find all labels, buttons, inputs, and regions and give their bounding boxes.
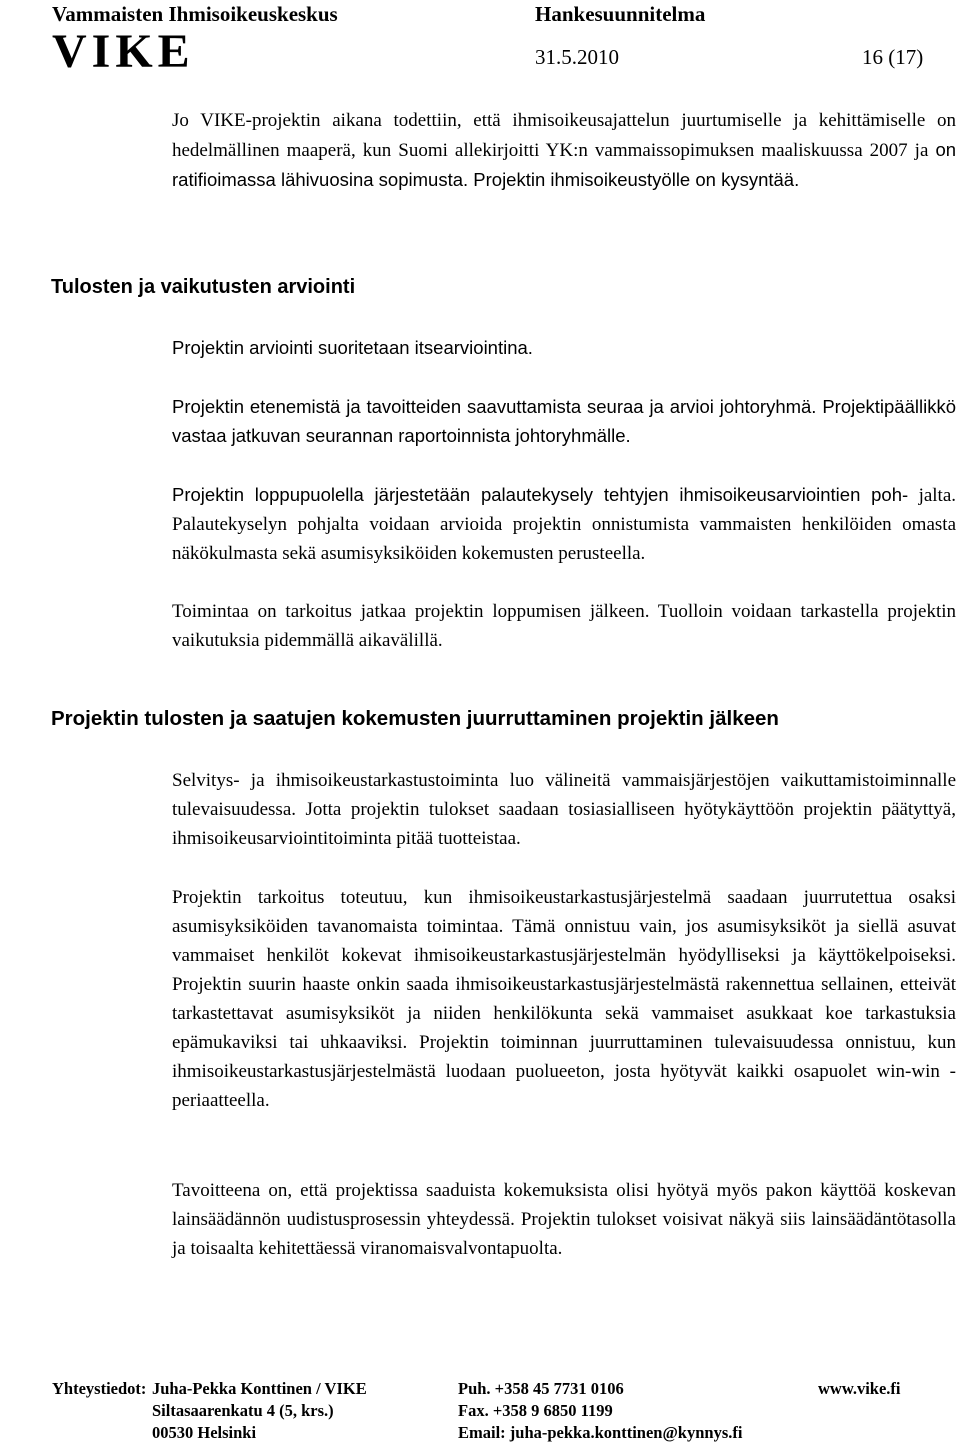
evaluation-paragraph-2: Projektin etenemistä ja tavoitteiden saavuttamista seuraa ja arvioi johtoryhmä. Projektipäällikkö vastaa jatkuvan seurannan raportoinnista johtoryhmälle. [172, 396, 956, 446]
rooting-paragraph-3: Tavoitteena on, että projektissa saaduista kokemuksista olisi hyötyä myös pakon käyttöä koskevan lainsäädännön uudistusprosessin yhteydessä. Projektin tulokset voisivat näkyä siis lainsäädäntötasolla ja toisaalta kehitettäessä viranomaisvalvontapuolta. [172, 1180, 956, 1259]
footer-contacts [458, 1378, 742, 1444]
organization-name: Vammaisten Ihmisoikeuskeskus [52, 2, 338, 26]
address-line-2: 00530 Helsinki [152, 1423, 257, 1442]
section-heading-rooting: Projektin tulosten ja saatujen kokemusten juurruttaminen projektin jälkeen [51, 707, 779, 730]
section-heading-evaluation: Tulosten ja vaikutusten arviointi [51, 276, 356, 298]
rooting-paragraph-1: Selvitys- ja ihmisoikeustarkastustoiminta luo välineitä vammaisjärjestöjen vaikuttamistoiminnalle tulevaisuudessa. Jotta projektin tulokset saadaan tosiasialliseen hyötykäyttöön projektin päätyttyä, ihmisoikeusarviointitoiminta pitää tuotteistaa. [172, 770, 956, 849]
evaluation-paragraph-3 [172, 480, 956, 568]
intro-paragraph-part2: on ratifioimassa lähivuosina sopimusta. Projektin ihmisoikeustyölle on kysyntää. [172, 139, 957, 190]
email-address[interactable]: Email: juha-pekka.konttinen@kynnys.fi [458, 1423, 743, 1442]
footer-web [818, 1378, 901, 1400]
evaluation-paragraph-4: Toimintaa on tarkoitus jatkaa projektin loppumisen jälkeen. Tuolloin voidaan tarkastella projektin vaikutuksia pidemmällä aikavälillä. [172, 601, 956, 651]
document-type: Hankesuunnitelma [535, 2, 706, 26]
rooting-paragraph-2: Projektin tarkoitus toteutuu, kun ihmisoikeustarkastusjärjestelmä saadaan juurrutettua osaksi asumisyksiköiden tavanomaista toimintaa. Tämä onnistuu vain, jos asumisyksiköt ja siellä asuvat vammaiset henkilöt kokevat ihmisoikeustarkastusjärjestelmän hyödylliseksi ja käyttökelpoiseksi. Projektin suurin haaste onkin saada ihmisoikeustarkastusjärjestelmästä rakennettua sellainen, etteivät tarkastettavat asumisyksiköt ja niiden henkilökunta sekä vammaiset asukkaat koe tarkastuksia epämukaviksi tai uhkaaviksi. Projektin toiminnan juurruttaminen tulevaisuudessa onnistuu, kun ihmisoikeustarkastusjärjestelmästä luodaan puolueeton, josta hyötyvät kaikki osapuolet win-win -periaatteella. [172, 887, 956, 1111]
intro-paragraph-part1: Jo VIKE-projektin aikana todettiin, että ihmisoikeusajattelun juurtumiselle ja kehittämiselle on hedelmällinen maaperä, kun Suomi allekirjoitti YK:n vammaissopimuksen maaliskuussa 2007 ja [172, 110, 956, 161]
website-link[interactable]: www.vike.fi [818, 1379, 901, 1398]
page-number: 16 (17) [862, 45, 924, 69]
document-date: 31.5.2010 [535, 45, 619, 69]
contact-name: Juha-Pekka Konttinen / VIKE [152, 1379, 367, 1398]
vike-logo: VIKE [52, 25, 195, 78]
contact-label: Yhteystiedot: [52, 1379, 147, 1398]
evaluation-paragraph-3-part2: jalta. Palautekyselyn pohjalta voidaan arvioida projektin onnistumista vammaisten henkilöiden omasta näkökulmasta sekä asumisyksiköiden kokemusten perusteella. [172, 485, 957, 564]
footer-address [152, 1378, 367, 1444]
phone-number: Puh. +358 45 7731 0106 [458, 1379, 624, 1398]
intro-paragraph [172, 106, 956, 195]
footer-label [52, 1378, 146, 1400]
evaluation-paragraph-3-part1: Projektin loppupuolella järjestetään palautekysely tehtyjen ihmisoikeusarviointien poh- [172, 484, 909, 505]
address-line-1: Siltasaarenkatu 4 (5, krs.) [152, 1401, 334, 1420]
fax-number: Fax. +358 9 6850 1199 [458, 1401, 613, 1420]
evaluation-paragraph-1: Projektin arviointi suoritetaan itsearviointina. [172, 337, 533, 358]
